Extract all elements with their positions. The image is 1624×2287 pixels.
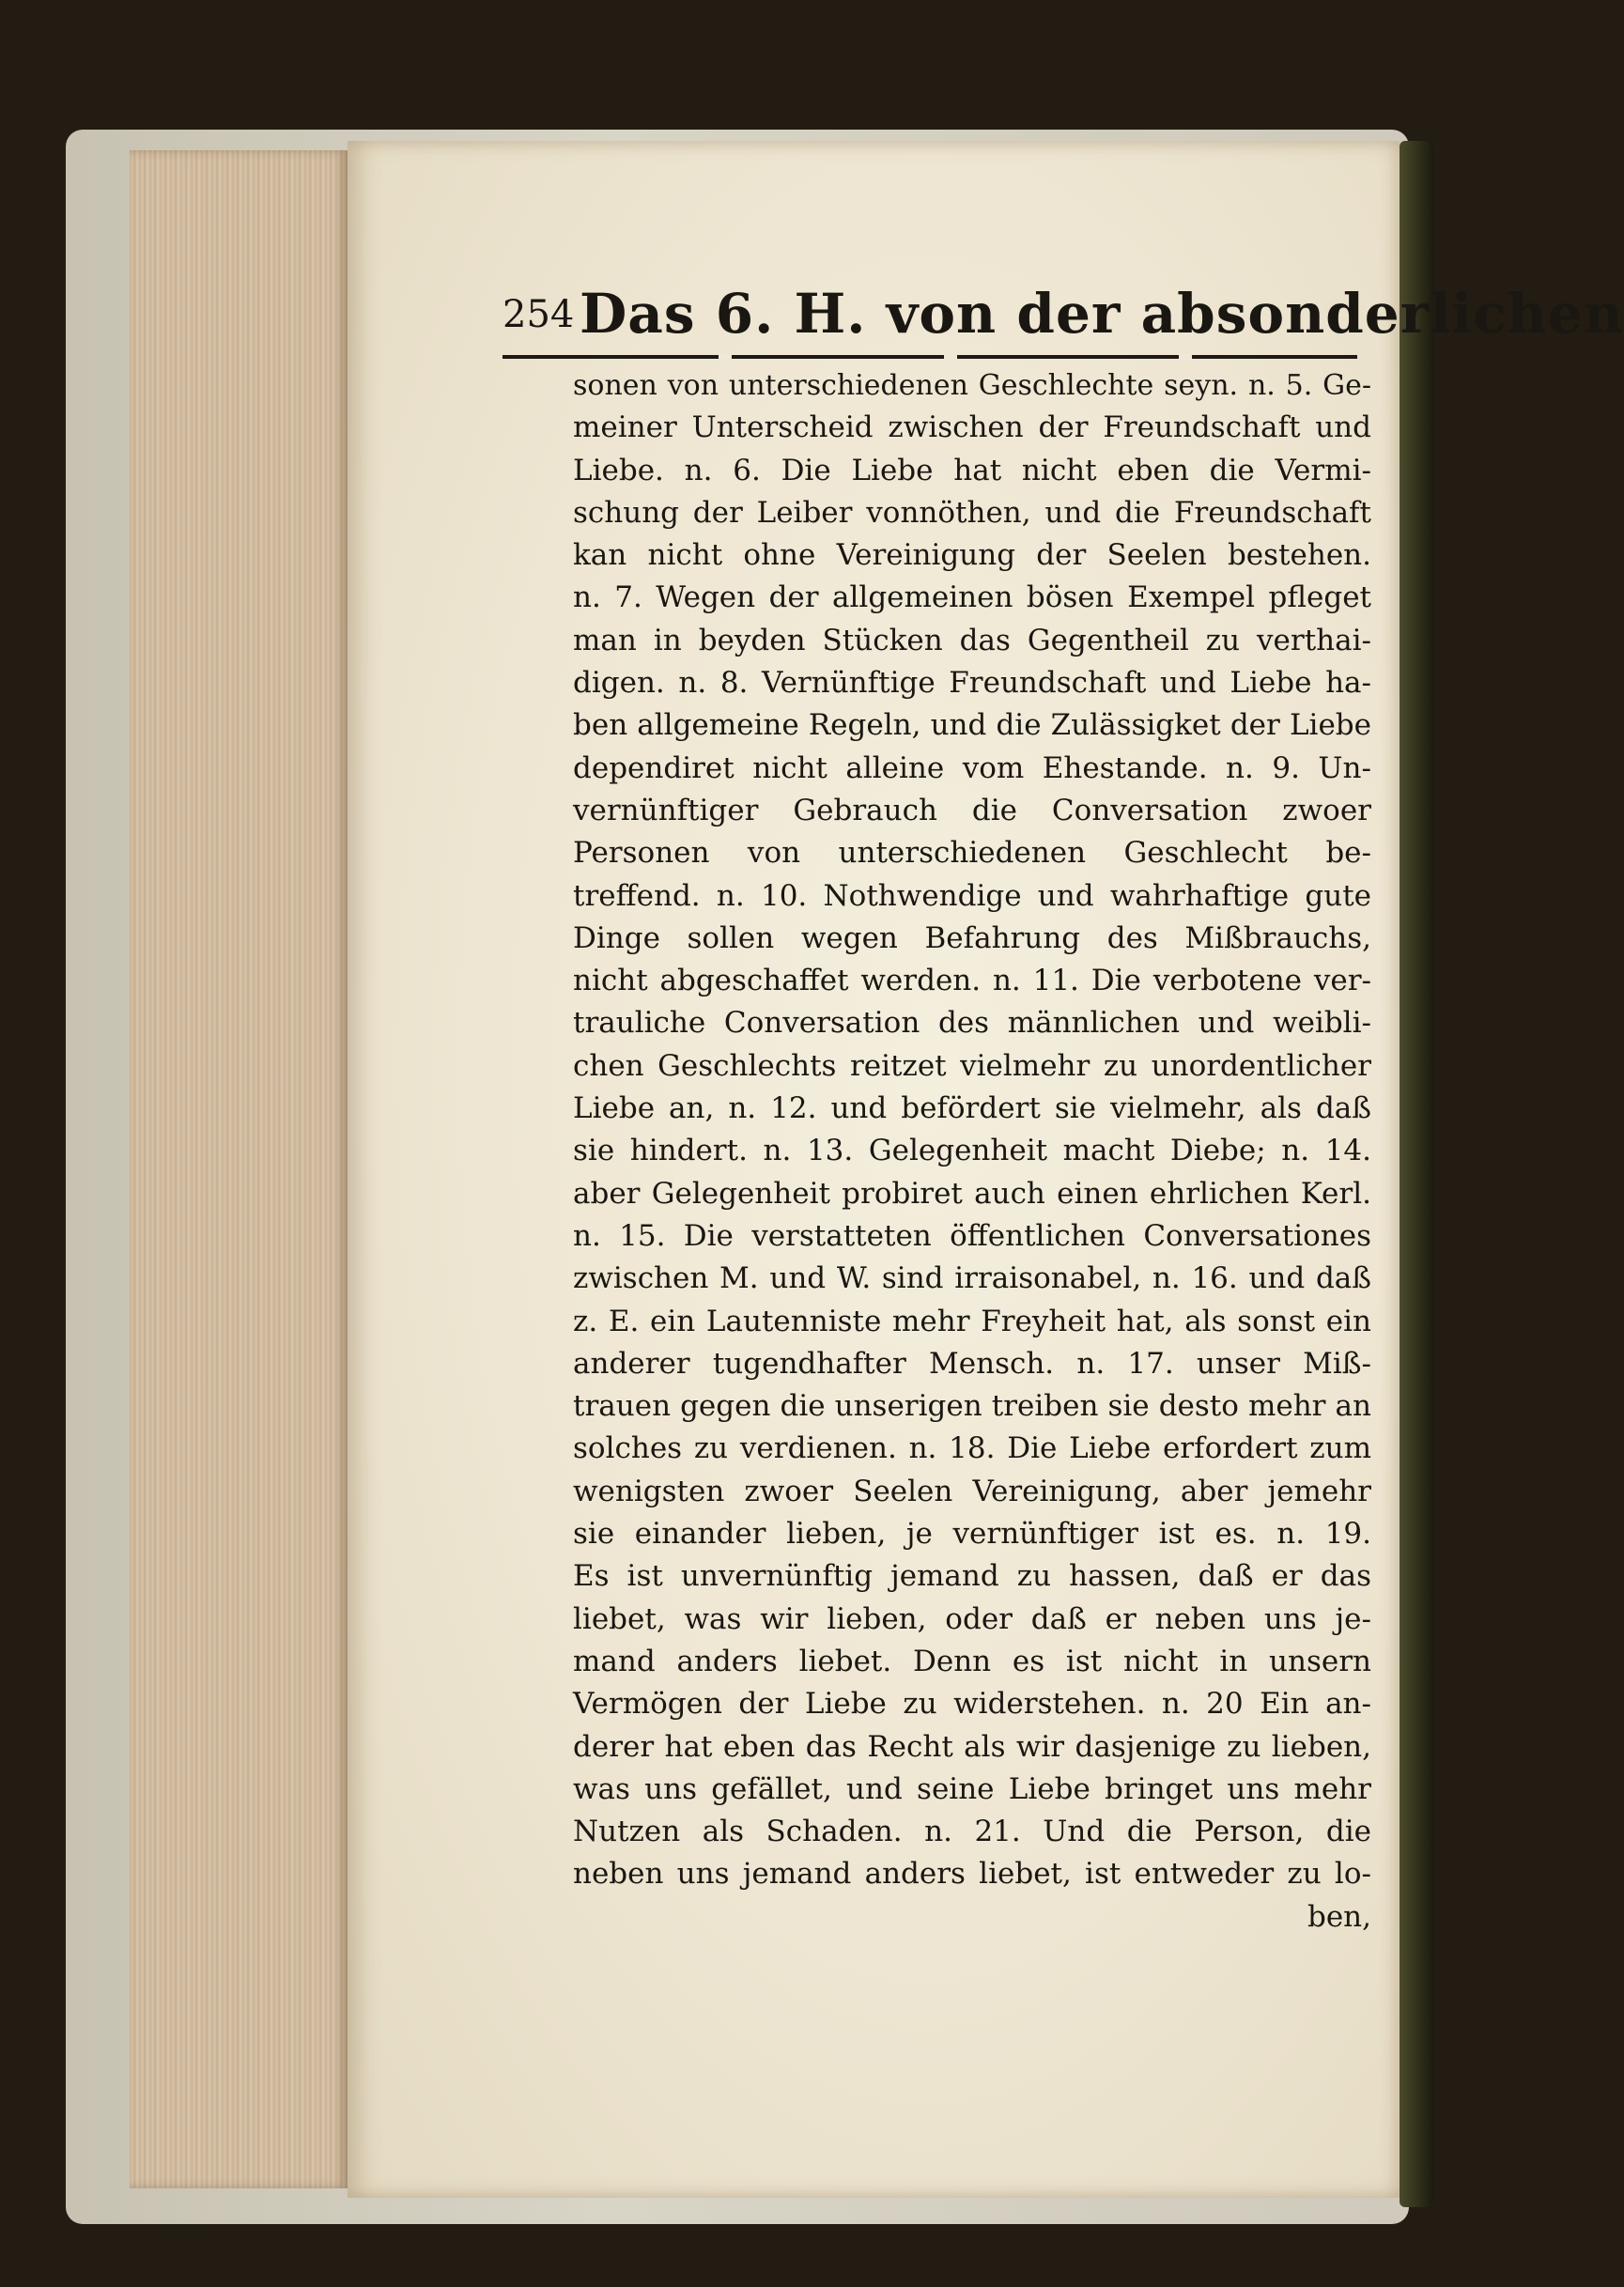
- text-line: zwischen M. und W. sind irraisonabel, n. 16. und daß: [573, 1261, 1371, 1296]
- text-line: ben allgemeine Regeln, und die Zulässigket der Liebe: [573, 708, 1371, 743]
- text-line: sonen von unterschiedenen Geschlechte seyn. n. 5. Ge-: [573, 369, 1371, 402]
- header-rule: [503, 355, 1357, 359]
- text-line: meiner Unterscheid zwischen der Freundschaft und: [573, 410, 1371, 445]
- page-edges: [130, 150, 348, 2188]
- text-line: Es ist unvernünftig jemand zu hassen, daß er das: [573, 1559, 1371, 1594]
- text-line: Nutzen als Schaden. n. 21. Und die Person, die: [573, 1815, 1371, 1849]
- text-line: z. E. ein Lautenniste mehr Freyheit hat, als sonst ein: [573, 1304, 1371, 1338]
- text-line: n. 15. Die verstatteten öffentlichen Conversationes: [573, 1218, 1371, 1253]
- text-line: Vermögen der Liebe zu widerstehen. n. 20 Ein an-: [573, 1687, 1371, 1722]
- text-line: Liebe. n. 6. Die Liebe hat nicht eben die Vermi-: [573, 453, 1371, 487]
- text-line: digen. n. 8. Vernünftige Freundschaft und Liebe ha-: [573, 666, 1371, 701]
- text-line: trauliche Conversation des männlichen und weibli-: [573, 1006, 1371, 1041]
- text-line: man in beyden Stücken das Gegentheil zu verthai-: [573, 623, 1371, 657]
- text-line: solches zu verdienen. n. 18. Die Liebe erfordert zum: [573, 1431, 1371, 1466]
- text-line: n. 7. Wegen der allgemeinen bösen Exempel pfleget: [573, 580, 1371, 615]
- text-line: wenigsten zwoer Seelen Vereinigung, aber jemehr: [573, 1474, 1371, 1508]
- text-line: vernünftiger Gebrauch die Conversation zwoer: [573, 793, 1371, 827]
- text-line: treffend. n. 10. Nothwendige und wahrhaftige gute: [573, 878, 1371, 913]
- text-line: ben,: [1307, 1899, 1371, 1934]
- text-line: neben uns jemand anders liebet, ist entweder zu lo-: [573, 1857, 1371, 1892]
- text-line: schung der Leiber vonnöthen, und die Freundschaft: [573, 495, 1371, 530]
- text-line: derer hat eben das Recht als wir dasjenige zu lieben,: [573, 1729, 1371, 1764]
- text-line: anderer tugendhafter Mensch. n. 17. unser Miß-: [573, 1346, 1371, 1381]
- rule-gap: [719, 354, 732, 360]
- text-line: Dinge sollen wegen Befahrung des Mißbrauchs,: [573, 920, 1371, 955]
- page-number: 254: [503, 293, 575, 336]
- text-line: trauen gegen die unserigen treiben sie desto mehr an: [573, 1389, 1371, 1424]
- text-line: Personen von unterschiedenen Geschlecht be-: [573, 836, 1371, 871]
- text-line: mand anders liebet. Denn es ist nicht in unsern: [573, 1644, 1371, 1678]
- body-text: [573, 364, 1371, 1939]
- page-header: [503, 274, 1624, 349]
- text-line: was uns gefället, und seine Liebe bringet uns mehr: [573, 1771, 1371, 1806]
- text-line: Liebe an, n. 12. und befördert sie vielmehr, als daß: [573, 1091, 1371, 1126]
- text-line: liebet, was wir lieben, oder daß er neben uns je-: [573, 1601, 1371, 1636]
- text-line: dependiret nicht alleine vom Ehestande. n. 9. Un-: [573, 750, 1371, 785]
- text-line: nicht abgeschaffet werden. n. 11. Die verbotene ver-: [573, 964, 1371, 998]
- rule-gap: [944, 354, 957, 360]
- text-line: sie hindert. n. 13. Gelegenheit macht Diebe; n. 14.: [573, 1134, 1371, 1168]
- text-line: chen Geschlechts reitzet vielmehr zu unordentlicher: [573, 1048, 1371, 1083]
- text-line: sie einander lieben, je vernünftiger ist es. n. 19.: [573, 1517, 1371, 1552]
- text-line: kan nicht ohne Vereinigung der Seelen bestehen.: [573, 538, 1371, 573]
- cover-spine-edge: [1400, 141, 1433, 2207]
- rule-gap: [1179, 354, 1192, 360]
- running-title: Das 6. H. von der absonderlichen: [580, 282, 1624, 346]
- text-line: aber Gelegenheit probiret auch einen ehrlichen Kerl.: [573, 1176, 1371, 1211]
